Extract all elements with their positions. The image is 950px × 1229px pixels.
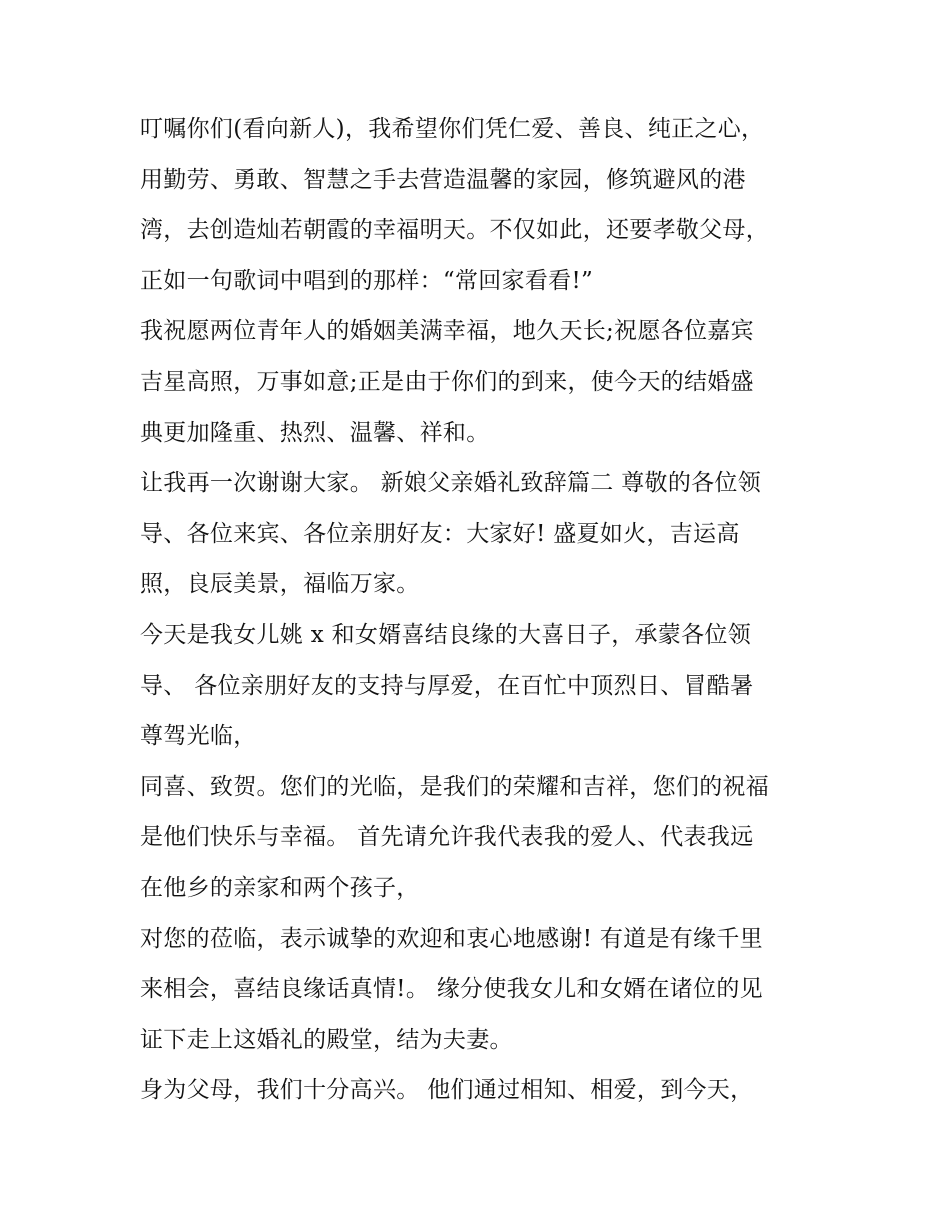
text-line: 正如一句歌词中唱到的那样：“常回家看看!”	[140, 267, 594, 294]
text-line: 证下走上这婚礼的殿堂，结为夫妻。	[140, 1026, 513, 1053]
text-line: 今天是我女儿姚 x 和女婿喜结良缘的大喜日子，承蒙各位领	[140, 621, 751, 648]
text-line: 对您的莅临，表示诚挚的欢迎和衷心地感谢! 有道是有缘千里	[140, 925, 763, 952]
speech-text	[140, 104, 830, 1116]
text-line: 身为父母，我们十分高兴。 他们通过相知、相爱，到今天，	[140, 1077, 754, 1104]
text-line: 用勤劳、勇敢、智慧之手去营造温馨的家园，修筑避风的港	[140, 166, 746, 193]
text-line: 是他们快乐与幸福。 首先请允许我代表我的爱人、代表我远	[140, 824, 754, 851]
text-line: 导、 各位亲朋好友的支持与厚爱，在百忙中顶烈日、冒酷暑	[140, 672, 754, 699]
text-line: 让我再一次谢谢大家。 新娘父亲婚礼致辞篇二 尊敬的各位领	[140, 470, 762, 497]
text-line: 在他乡的亲家和两个孩子，	[140, 874, 420, 901]
text-line: 叮嘱你们(看向新人)，我希望你们凭仁爱、善良、纯正之心，	[140, 116, 765, 142]
text-line: 来相会，喜结良缘话真情!。 缘分使我女儿和女婿在诸位的见	[140, 976, 763, 1003]
text-line: 吉星高照，万事如意;正是由于你们的到来，使今天的结婚盛	[140, 368, 754, 395]
text-line: 湾，去创造灿若朝霞的幸福明天。不仅如此，还要孝敬父母，	[140, 217, 770, 244]
text-line: 尊驾光临，	[140, 723, 257, 750]
text-line: 典更加隆重、热烈、温馨、祥和。	[140, 419, 490, 446]
text-line: 导、各位来宾、各位亲朋好友：大家好! 盛夏如火，吉运高	[140, 520, 740, 547]
text-line: 我祝愿两位青年人的婚姻美满幸福，地久天长;祝愿各位嘉宾	[140, 318, 754, 345]
text-line: 同喜、致贺。您们的光临，是我们的荣耀和吉祥，您们的祝福	[140, 773, 770, 800]
text-line: 照，良辰美景，福临万家。	[140, 571, 420, 598]
